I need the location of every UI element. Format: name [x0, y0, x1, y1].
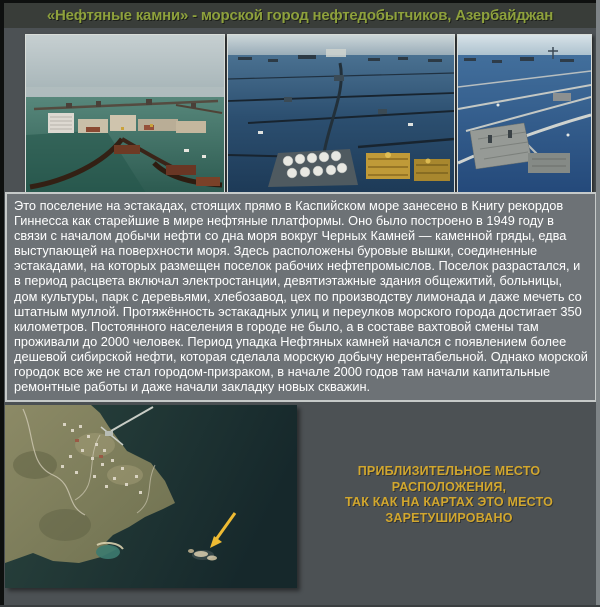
trestle-network-photo-graphic — [458, 35, 591, 193]
caption-line-2: РАСПОЛОЖЕНИЯ, — [391, 479, 507, 494]
caption-line-3: ТАК КАК НА КАРТАХ ЭТО МЕСТО — [344, 495, 554, 509]
satellite-map — [5, 405, 297, 588]
harbor-photo-graphic — [26, 35, 224, 193]
satellite-map-graphic — [5, 405, 297, 588]
article-text: Это поселение на эстакадах, стоящих прямо в Каспийском море занесено в Книгу рекордов Гиннесса как старейшие в мире нефтяные платформы. Оно было построено в 1949 году в связи с началом добычи нефти со дна моря вокруг Черных Камней — каменной гряды, едва выступающей на поверхности моря. Здесь расположены буровые вышки, соединенные эстакадами, на которых размещен поселок рабочих нефтепромыслов. Поселок разрастался, и в период расцвета включал электростанции, девятиэтажные здания общежитий, больницы, дом культуры, парк с деревьями, хлебозавод, цех по производству лимонада и даже мечеть со штатным муллой. Протяжённость эстакадных улиц и переулков морского города достигает 350 километров. Постоянного населения в городе не было, а в составе вахтовой смены там проживали до 2000 человек. Период упадка Нефтяных камней начался с появлением более дешевой сибирской нефти, которая сделала морскую добычу нерентабельной. Однако морской городок все же не стал городом-призраком, в начале 2000 годов там начали капитальные ремонтные работы и даже начали закладку новых скважин. — [5, 192, 597, 402]
caption-line-1: ПРИБЛИЗИТЕЛЬНОЕ МЕСТО — [357, 464, 541, 478]
map-caption — [303, 464, 595, 526]
frame-border-right — [596, 0, 600, 607]
oil-rocks-trestle-network-aerial-photo — [457, 34, 592, 194]
tank-farm-photo-graphic — [228, 35, 454, 193]
oil-rocks-tank-farm-aerial-photo — [227, 34, 455, 194]
frame-border-top — [0, 0, 600, 3]
title-bar — [4, 3, 596, 28]
page-title: «Нефтяные камни» - морской город нефтедобытчиков, Азербайджан — [46, 7, 554, 24]
caption-line-4: ЗАРЕТУШИРОВАНО — [385, 510, 513, 525]
oil-rocks-harbor-aerial-photo — [25, 34, 225, 194]
frame-border-left — [0, 0, 4, 607]
